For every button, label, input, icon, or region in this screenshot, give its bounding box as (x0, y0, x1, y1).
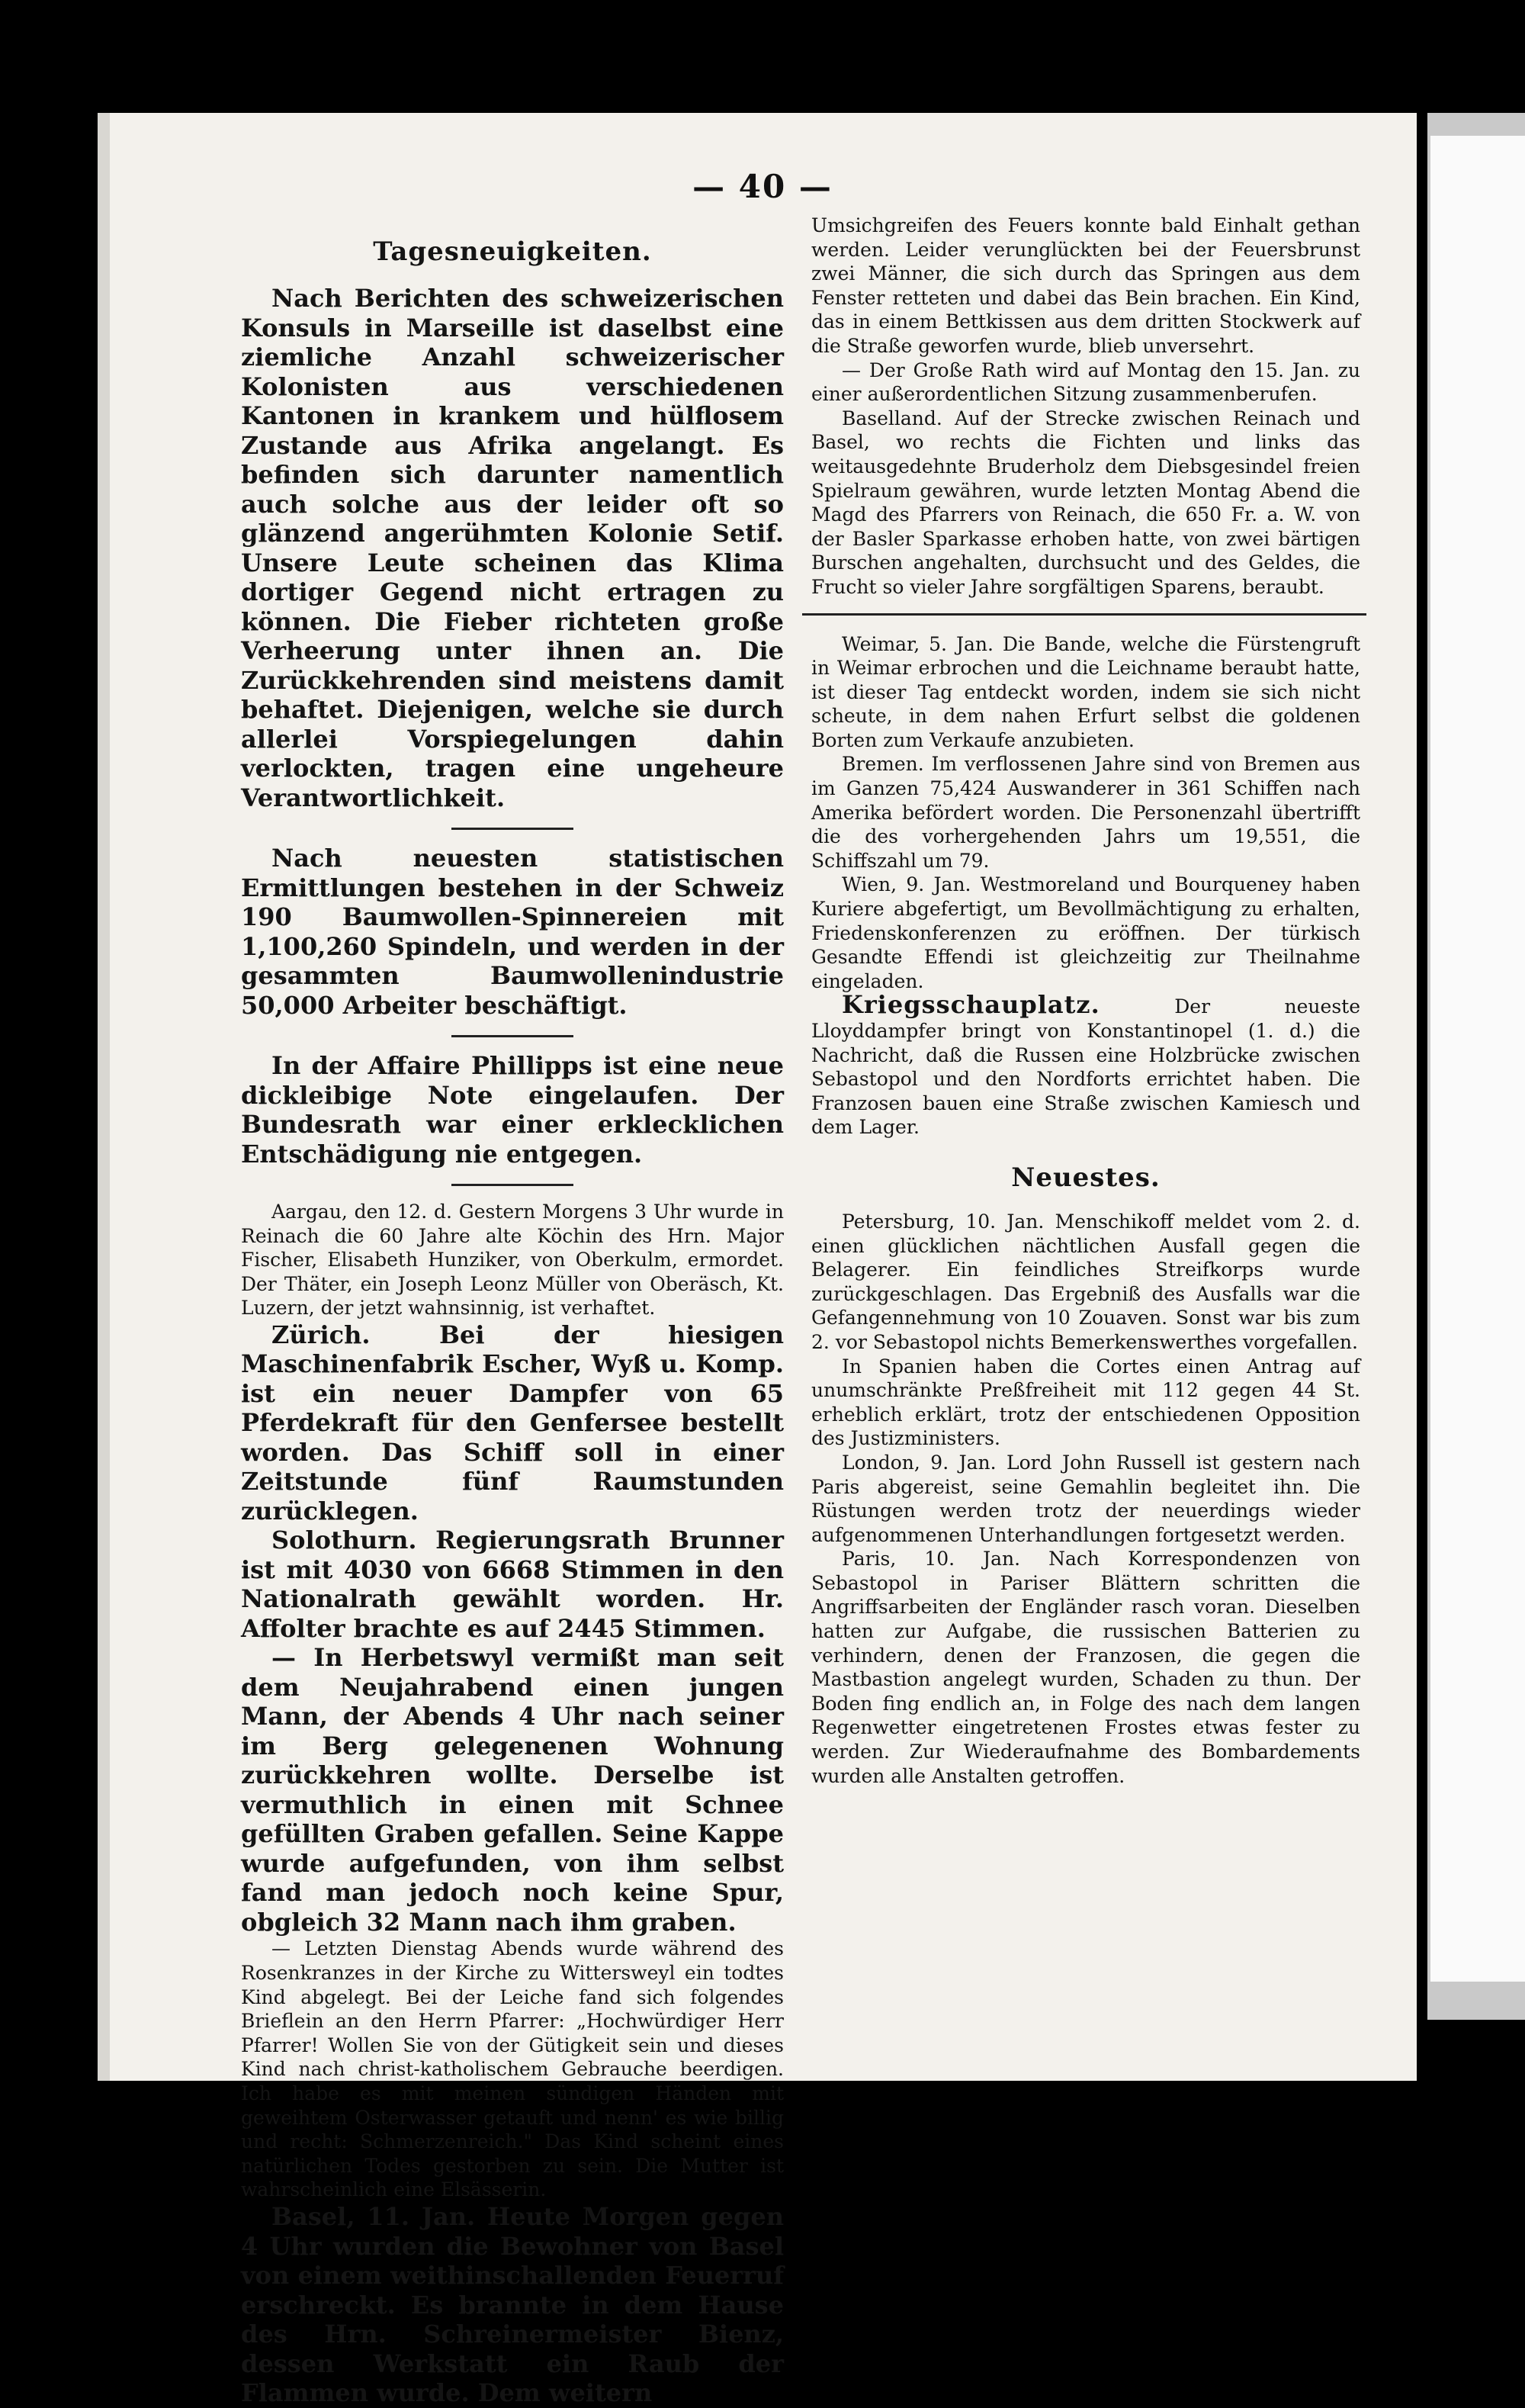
article-basel: Basel, 11. Jan. Heute Morgen gegen 4 Uhr wurden die Bewohner von Basel von einem weithinschallenden Feuerruf erschreckt. Es brannte in dem Hause des Hrn. Schreinermeister Bienz, dessen Werkstatt ein Raub der Flammen wurde. Dem weitern (241, 2202, 784, 2407)
article-london: London, 9. Jan. Lord John Russell ist gestern nach Paris abgereist, seine Gemahlin begleitet ihn. Die Rüstungen werden trotz der neuerdings wieder aufgenommenen Unterhandlungen fortgesetzt werden. (811, 1451, 1360, 1546)
divider (802, 613, 1366, 616)
article-zuerich: Zürich. Bei der hiesigen Maschinenfabrik Escher, Wyß u. Komp. ist ein neuer Dampfer von 65 Pferdekraft für den Genfersee bestellt worden. Das Schiff soll in einer Zeitstunde fünf Raumstunden zurücklegen. (241, 1320, 784, 1525)
article-aargau: Aargau, den 12. d. Gestern Morgens 3 Uhr wurde in Reinach die 60 Jahre alte Köchin des Hrn. Major Fischer, Elisabeth Hunziker, von Oberkulm, ermordet. Der Thäter, ein Joseph Leonz Müller von Oberäsch, Kt. Luzern, der jetzt wahnsinnig, ist verhaftet. (241, 1201, 784, 1320)
divider (451, 828, 573, 830)
article-baselland: Baselland. Auf der Strecke zwischen Reinach und Basel, wo rechts die Fichten und links das weitausgedehnte Bruderholz dem Diebsgesindel freien Spielraum gewähren, wurde letzten Montag Abend die Magd des Pfarrers von Reinach, die 650 Fr. a. W. von der Basler Sparkasse erhoben hatte, von zwei bärtigen Burschen angehalten, durchsucht und des Geldes, die Frucht so vieler Jahre sorgfältigen Sparens, beraubt. (811, 407, 1360, 598)
article-phillipps: In der Affaire Phillipps ist eine neue dickleibige Note eingelaufen. Der Bundesrath war einer erklecklichen Entschädigung nie entgegen. (241, 1051, 784, 1169)
article-wien: Wien, 9. Jan. Westmoreland und Bourqueney haben Kuriere abgefertigt, um Bevollmächtigung zu erhalten, Friedenskonferenzen zu eröffnen. Der türkisch Gesandte Effendi ist gleichzeitig zur Theilnahme eingeladen. (811, 873, 1360, 992)
article-grosser-rath: — Der Große Rath wird auf Montag den 15. Jan. zu einer außerordentlichen Sitzung zusammenberufen. (811, 358, 1360, 406)
adjacent-page-margin (1430, 136, 1525, 1982)
kriegsschauplatz-text: Der neueste Lloyddampfer bringt von Konstantinopel (1. d.) die Nachricht, daß die Russen eine Holzbrücke zwischen Sebastopol und den Nordforts errichtet haben. Die Franzosen bauen eine Straße zwischen Kamiesch und dem Lager. (811, 995, 1361, 1139)
article-herbetswyl: — In Herbetswyl vermißt man seit dem Neujahrabend einen jungen Mann, der Abends 4 Uhr nach seiner im Berg gelegenenen Wohnung zurückkehren wollte. Derselbe ist vermuthlich in einen mit Schnee gefüllten Graben gefallen. Seine Kappe wurde aufgefunden, von ihm selbst fand man jedoch noch keine Spur, obgleich 32 Mann nach ihm graben. (241, 1643, 784, 1937)
article-kriegsschauplatz (811, 990, 1361, 1140)
right-column (811, 214, 1360, 1788)
left-column (241, 214, 784, 2408)
page-number: — 40 — (692, 168, 833, 205)
page-edge-shadow (98, 113, 110, 2081)
article-basel-continued: Umsichgreifen des Feuers konnte bald Einhalt gethan werden. Leider verunglückten bei der Feuersbrunst zwei Männer, die sich durch das Springen aus dem Fenster retteten und dabei das Bein brachen. Ein Kind, das in einem Bettkissen aus dem dritten Stockwerk auf die Straße geworfen wurde, blieb unversehrt. (811, 214, 1360, 357)
article-bremen: Bremen. Im verflossenen Jahre sind von Bremen aus im Ganzen 75,424 Auswanderer in 361 Schiffen nach Amerika befördert worden. Die Personenzahl übertrifft die des vorhergehenden Jahrs um 19,551, die Schiffszahl um 79. (811, 753, 1360, 872)
article-weimar: Weimar, 5. Jan. Die Bande, welche die Fürstengruft in Weimar erbrochen und die Leichname beraubt hatte, ist dieser Tag entdeckt worden, indem sie sich nicht scheute, in dem nahen Erfurt selbst die goldenen Borten zum Verkaufe anzubieten. (811, 632, 1360, 751)
article-spanien: In Spanien haben die Cortes einen Antrag auf unumschränkte Preßfreiheit mit 112 gegen 44 St. erheblich erklärt, trotz der entschiedenen Opposition des Justizministers. (811, 1355, 1360, 1450)
article-kolonisten: Nach Berichten des schweizerischen Konsuls in Marseille ist daselbst eine ziemliche Anzahl schweizerischer Kolonisten aus verschiedenen Kantonen in krankem und hülflosem Zustande aus Afrika angelangt. Es befinden sich darunter namentlich auch solche aus der leider oft so glänzend angerühmten Kolonie Setif. Unsere Leute scheinen das Klima dortiger Gegend nicht ertragen zu können. Die Fieber richteten große Verheerung unter ihnen an. Die Zurückkehrenden sind meistens damit behaftet. Diejenigen, welche sie durch allerlei Vorspiegelungen dahin verlockten, tragen eine ungeheure Verantwortlichkeit. (241, 284, 784, 812)
divider (451, 1035, 573, 1037)
section-heading-tagesneuigkeiten: Tagesneuigkeiten. (373, 236, 652, 267)
section-heading-neuestes: Neuestes. (1011, 1162, 1161, 1193)
article-baumwolle: Nach neuesten statistischen Ermittlungen bestehen in der Schweiz 190 Baumwollen-Spinnereien mit 1,100,260 Spindeln, und werden in der gesammten Baumwollenindustrie 50,000 Arbeiter beschäftigt. (241, 844, 784, 1020)
divider (451, 1184, 573, 1186)
kriegsschauplatz-heading: Kriegsschauplatz. (842, 990, 1100, 1020)
article-wittersweyl: — Letzten Dienstag Abends wurde während des Rosenkranzes in der Kirche zu Wittersweyl ein todtes Kind abgelegt. Bei der Leiche fand sich folgendes Brieflein an den Herrn Pfarrer: „Hochwürdiger Herr Pfarrer! Wollen Sie von der Gütigkeit sein und dieses Kind nach christ-katholischem Gebrauche beerdigen. Ich habe es mit meinen sündigen Händen mit geweihtem Osterwasser getauft und nenn' es wie billig und recht: Schmerzenreich." Das Kind scheint eines natürlichen Todes gestorben zu sein. Die Mutter ist wahrscheinlich eine Elsässerin. (241, 1937, 784, 2201)
article-paris: Paris, 10. Jan. Nach Korrespondenzen von Sebastopol in Pariser Blättern schritten die Angriffsarbeiten der Engländer rasch voran. Dieselben hatten zur Aufgabe, die russischen Batterien zu verhindern, denen der Franzosen, die gegen die Mastbastion angelegt wurden, Schaden zu thun. Der Boden fing endlich an, in Folge des nach dem langen Regenwetter eingetretenen Frostes etwas fester zu werden. Zur Wiederaufnahme des Bombardements wurden alle Anstalten getroffen. (811, 1548, 1360, 1787)
article-solothurn: Solothurn. Regierungsrath Brunner ist mit 4030 von 6668 Stimmen in den Nationalrath gewählt worden. Hr. Affolter brachte es auf 2445 Stimmen. (241, 1525, 784, 1643)
article-petersburg: Petersburg, 10. Jan. Menschikoff meldet vom 2. d. einen glücklichen nächtlichen Ausfall gegen die Belagerer. Ein feindliches Streifkorps wurde zurückgeschlagen. Das Ergebniß des Ausfalls war die Gefangennehmung von 10 Zouaven. Sonst war bis zum 2. vor Sebastopol nichts Bemerkenswerthes vorgefallen. (811, 1210, 1360, 1353)
